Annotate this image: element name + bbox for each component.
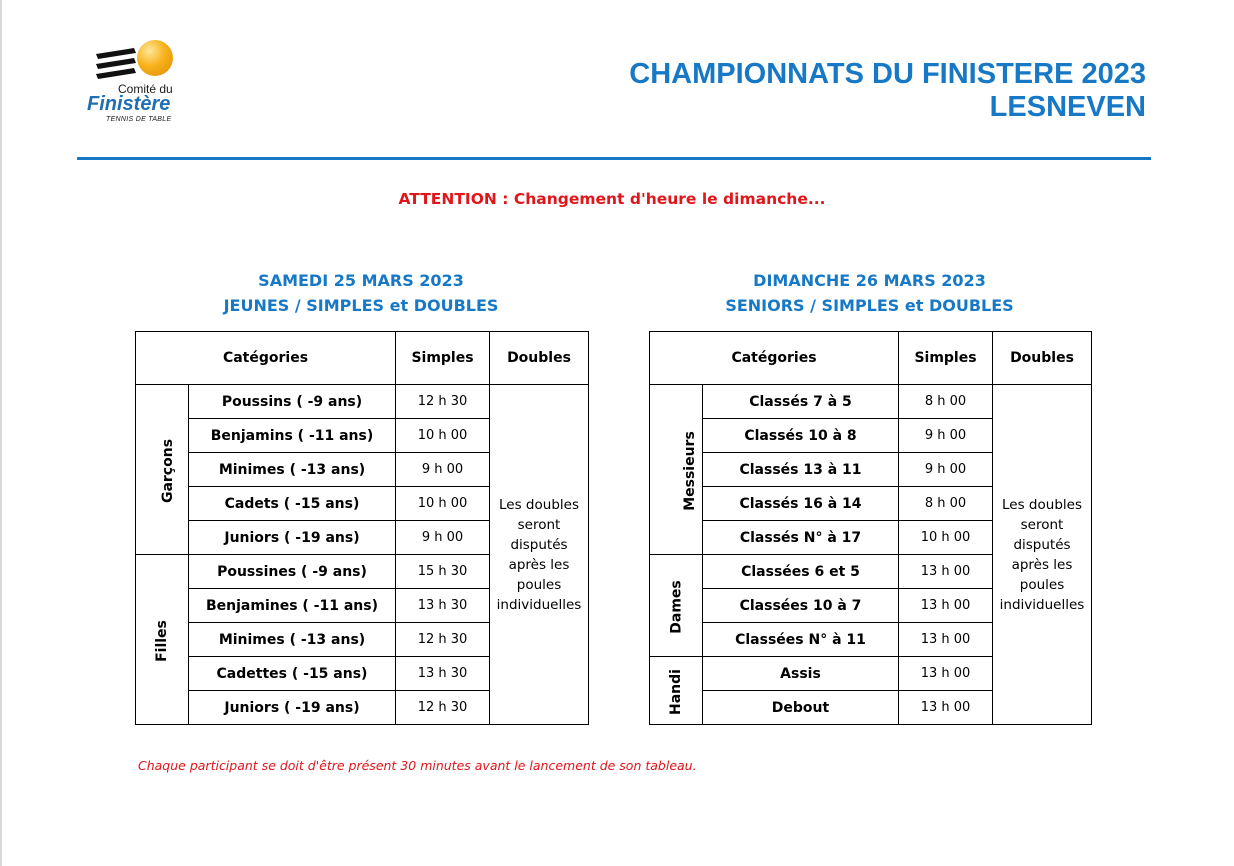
time-cell: 9 h 00 — [899, 453, 993, 487]
saturday-table — [135, 331, 589, 725]
attention-notice: ATTENTION : Changement d'heure le dimanche... — [398, 190, 826, 208]
category-cell: Benjamines ( -11 ans) — [189, 589, 396, 623]
logo-text-line2: Finistère — [87, 93, 171, 115]
category-cell: Poussines ( -9 ans) — [189, 555, 396, 589]
header-doubles: Doubles — [490, 332, 589, 385]
time-cell: 13 h 00 — [899, 657, 993, 691]
time-cell: 12 h 30 — [396, 623, 490, 657]
time-cell: 15 h 30 — [396, 555, 490, 589]
time-cell: 10 h 00 — [396, 487, 490, 521]
header-simples: Simples — [396, 332, 490, 385]
table-row — [650, 385, 1092, 419]
footnote: Chaque participant se doit d'être présent 30 minutes avant le lancement de son tableau. — [138, 758, 697, 773]
sunday-heading — [649, 268, 1090, 318]
category-cell: Cadets ( -15 ans) — [189, 487, 396, 521]
category-cell: Juniors ( -19 ans) — [189, 691, 396, 725]
sunday-title: DIMANCHE 26 MARS 2023 — [753, 271, 986, 290]
category-cell: Debout — [703, 691, 899, 725]
logo — [86, 38, 196, 128]
category-cell: Poussins ( -9 ans) — [189, 385, 396, 419]
time-cell: 9 h 00 — [396, 453, 490, 487]
time-cell: 13 h 00 — [899, 691, 993, 725]
time-cell: 9 h 00 — [899, 419, 993, 453]
time-cell: 12 h 30 — [396, 385, 490, 419]
time-cell: 13 h 00 — [899, 623, 993, 657]
category-cell: Classés 7 à 5 — [703, 385, 899, 419]
header-doubles: Doubles — [993, 332, 1092, 385]
logo-bars-icon — [94, 48, 140, 80]
table-row — [136, 385, 589, 419]
group-label: Handi — [650, 657, 703, 725]
category-cell: Assis — [703, 657, 899, 691]
category-cell: Classées 6 et 5 — [703, 555, 899, 589]
category-cell: Classés 13 à 11 — [703, 453, 899, 487]
group-label: Dames — [650, 555, 703, 657]
header-categories: Catégories — [136, 332, 396, 385]
time-cell: 8 h 00 — [899, 487, 993, 521]
category-cell: Classées N° à 11 — [703, 623, 899, 657]
time-cell: 13 h 30 — [396, 657, 490, 691]
category-cell: Classées 10 à 7 — [703, 589, 899, 623]
time-cell: 9 h 00 — [396, 521, 490, 555]
time-cell: 13 h 00 — [899, 555, 993, 589]
ping-pong-ball-icon — [137, 40, 173, 76]
category-cell: Classés N° à 17 — [703, 521, 899, 555]
logo-text-line1: Comité du — [118, 82, 173, 96]
time-cell: 13 h 00 — [899, 589, 993, 623]
doubles-note: Les doubles seront disputés après les poules individuelles — [490, 385, 589, 725]
time-cell: 8 h 00 — [899, 385, 993, 419]
group-label: Garçons — [136, 385, 189, 555]
category-cell: Juniors ( -19 ans) — [189, 521, 396, 555]
saturday-title: SAMEDI 25 MARS 2023 — [258, 271, 464, 290]
title-line2: LESNEVEN — [989, 91, 1146, 123]
time-cell: 12 h 30 — [396, 691, 490, 725]
header-categories: Catégories — [650, 332, 899, 385]
time-cell: 10 h 00 — [899, 521, 993, 555]
header-divider — [77, 157, 1151, 160]
saturday-heading — [135, 268, 587, 318]
category-cell: Classés 10 à 8 — [703, 419, 899, 453]
category-cell: Cadettes ( -15 ans) — [189, 657, 396, 691]
sunday-subtitle: SENIORS / SIMPLES et DOUBLES — [725, 296, 1014, 315]
time-cell: 13 h 30 — [396, 589, 490, 623]
saturday-subtitle: JEUNES / SIMPLES et DOUBLES — [223, 296, 499, 315]
group-label: Filles — [136, 555, 189, 725]
time-cell: 10 h 00 — [396, 419, 490, 453]
sunday-table — [649, 331, 1092, 725]
group-label: Messieurs — [650, 385, 703, 555]
category-cell: Minimes ( -13 ans) — [189, 623, 396, 657]
page-title — [629, 58, 1146, 124]
category-cell: Minimes ( -13 ans) — [189, 453, 396, 487]
header-simples: Simples — [899, 332, 993, 385]
logo-text-line3: TENNIS DE TABLE — [106, 116, 172, 123]
category-cell: Classés 16 à 14 — [703, 487, 899, 521]
doubles-note: Les doubles seront disputés après les poules individuelles — [993, 385, 1092, 725]
category-cell: Benjamins ( -11 ans) — [189, 419, 396, 453]
page-edge — [0, 0, 2, 866]
title-line1: CHAMPIONNATS DU FINISTERE 2023 — [629, 58, 1146, 90]
